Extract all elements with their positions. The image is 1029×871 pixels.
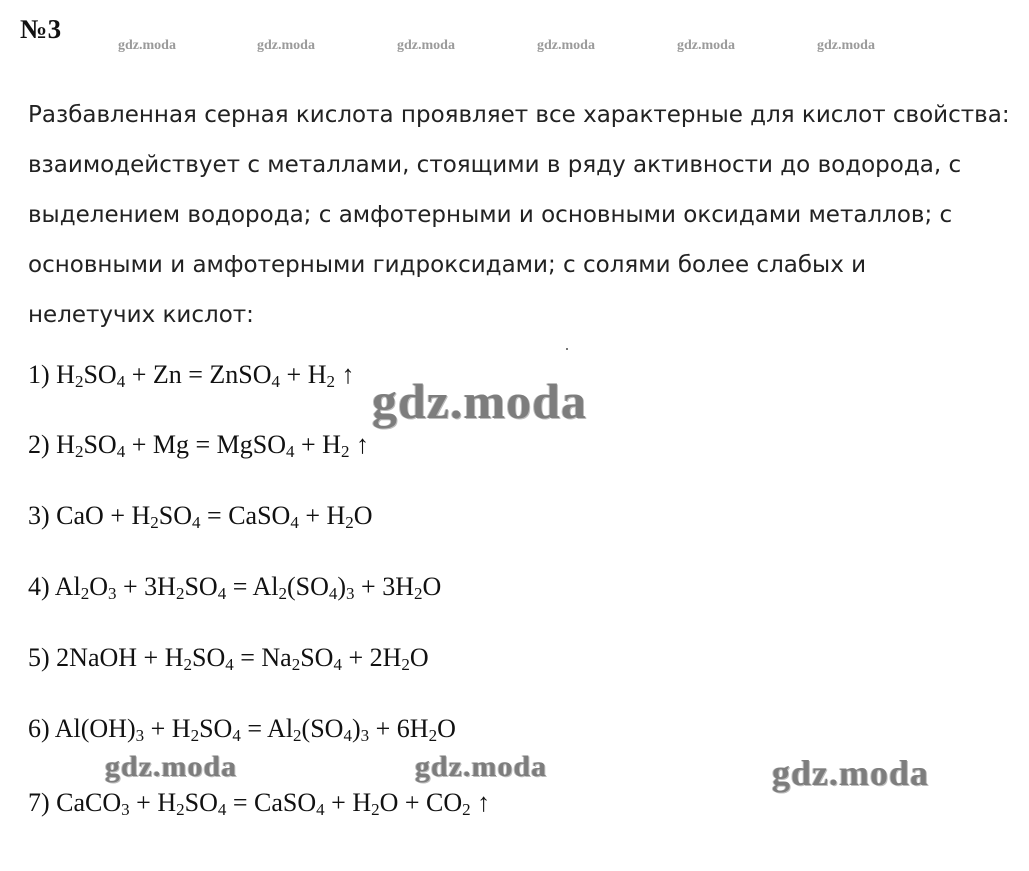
paragraph-line: основными и амфотерными гидроксидами; с солями более слабых и bbox=[28, 252, 867, 278]
paragraph-line: Разбавленная серная кислота проявляет все характерные для кислот свойства: bbox=[28, 102, 1010, 128]
equation-4: 4) $Al_2O_3 + 3H_2SO_4 = Al_2(SO_4)_3 + 3H_2O$ bbox=[28, 572, 442, 603]
equation-5: 5) 2NaOH + $H_2SO_4 = Na_2SO_4 + 2H_2O$ bbox=[28, 643, 429, 674]
paragraph-line: выделением водорода; с амфотерными и основными оксидами металлов; с bbox=[28, 202, 953, 228]
arrow-up-icon: ↑ bbox=[349, 430, 369, 459]
equation-6: 6) $Al(OH)_3 + H_2SO_4 = Al_2(SO_4)_3 + 6H_2O$ bbox=[28, 714, 456, 745]
explanation-paragraph bbox=[28, 90, 1018, 340]
watermark: gdz.moda bbox=[537, 38, 595, 53]
equation-7: 7) CaCO$_3$ + $H_2SO_4$ = CaSO$_4$ + $H_2O + CO_2$ ↑ bbox=[28, 788, 491, 819]
watermark-large: gdz.moda bbox=[372, 373, 587, 429]
arrow-up-icon: ↑ bbox=[334, 360, 355, 389]
paragraph-line: взаимодействует с металлами, стоящими в ряду активности до водорода, с bbox=[28, 152, 962, 178]
equation-1: 1) $H_2SO_4 + Zn$ = ZnSO$_4$ + $H_2$ ↑ bbox=[28, 360, 355, 391]
watermark-medium: gdz.moda bbox=[105, 750, 238, 783]
equation-3: 3) CaO + $H_2SO_4$ = CaSO$_4$ + $H_2O$ bbox=[28, 501, 373, 532]
paragraph-line: нелетучих кислот: bbox=[28, 302, 254, 328]
arrow-up-icon: ↑ bbox=[470, 788, 491, 817]
watermark-medium: gdz.moda bbox=[415, 750, 548, 783]
watermark: gdz.moda bbox=[817, 38, 875, 53]
watermark: gdz.moda bbox=[118, 38, 176, 53]
watermark: gdz.moda bbox=[257, 38, 315, 53]
watermark: gdz.moda bbox=[397, 38, 455, 53]
equation-2: 2) $H_2SO_4 + Mg$ = MgSO$_4$ + $H_2$ ↑ bbox=[28, 430, 369, 461]
speck bbox=[566, 348, 568, 350]
watermark: gdz.moda bbox=[677, 38, 735, 53]
watermark-medium: gdz.moda bbox=[772, 753, 930, 793]
task-number: №3 bbox=[20, 14, 62, 44]
